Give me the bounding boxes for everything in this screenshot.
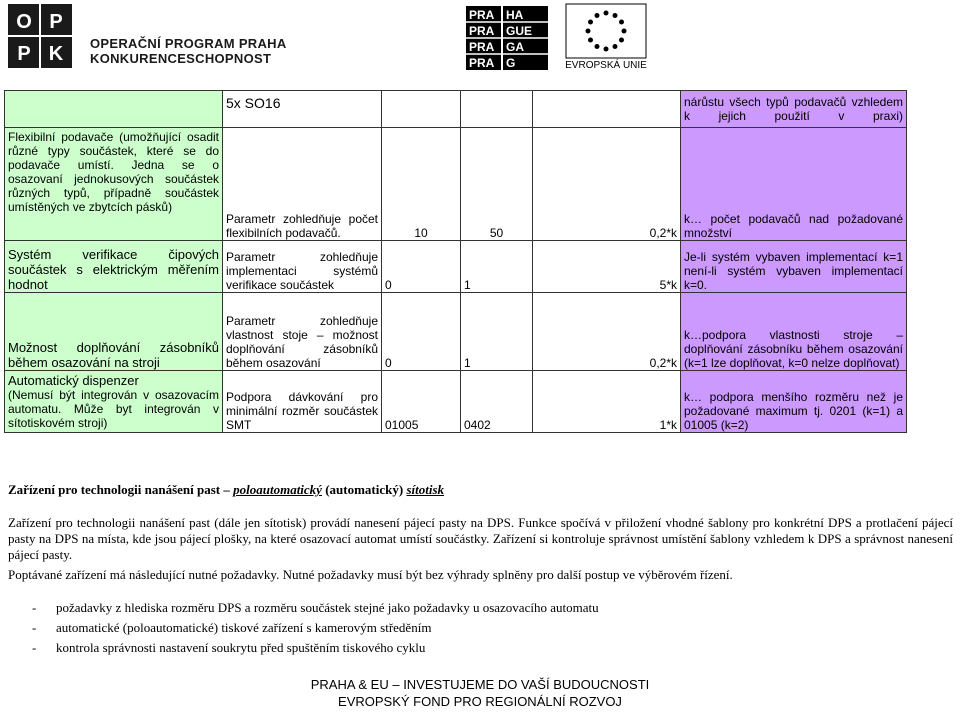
table-cell: 0402 (461, 371, 533, 433)
table-cell (533, 91, 681, 128)
praha-cell-6: GA (506, 40, 524, 54)
oppk-letter-o: O (16, 11, 32, 33)
table-cell: 01005 (382, 371, 461, 433)
praha-logo-mark (466, 6, 548, 70)
list-bullet: - (32, 640, 37, 655)
footer-line2: EVROPSKÝ FOND PRO REGIONÁLNÍ ROZVOJ (338, 694, 622, 709)
list-bullet: - (32, 620, 37, 635)
list-item (8, 620, 953, 636)
praha-logo (466, 6, 548, 70)
section-paragraph-2: Poptávané zařízení má následující nutné požadavky. Nutné požadavky musí být bez výhrady splněny pro další postup ve výběrovém řízení. (8, 567, 733, 582)
requirements-list (8, 600, 953, 656)
table-cell: 50 (461, 128, 533, 241)
table-row (5, 91, 907, 128)
footer (0, 676, 960, 710)
table-cell: Parametr zohledňuje implementaci systémů verifikace součástek (223, 241, 382, 293)
table-row (5, 241, 907, 293)
table-cell: 0 (382, 241, 461, 293)
dispenzer-note: (Nemusí být integrován v osazovacím automatu. Může byt integrován v sítotiskovém stroji) (8, 388, 219, 430)
heading-part4: sítotisk (406, 482, 445, 497)
table-cell: 5x SO16 (223, 91, 382, 128)
list-item (8, 600, 953, 616)
table-cell: k… podpora menšího rozměru než je požadované maximum tj. 0201 (k=1) a 01005 (k=2) (681, 371, 907, 433)
list-item-text: kontrola správnosti nastavení soukrytu před spuštěním tiskového cyklu (56, 640, 426, 655)
table-cell: Je-li systém vybaven implementací k=1 není-li systém vybaven implementací k=0. (681, 241, 907, 293)
oppk-logo (8, 4, 72, 68)
praha-cell-1: PRA (469, 8, 495, 22)
oppk-letter-k: K (48, 43, 64, 65)
heading-part2: poloautomatický (233, 482, 322, 497)
oppk-logo-mark (8, 4, 72, 68)
criteria-table (4, 90, 907, 433)
table-cell: 1 (461, 293, 533, 371)
table-cell: Parametr zohledňuje vlastnost stoje – možnost doplňování zásobníků během osazování (223, 293, 382, 371)
praha-cell-5: PRA (469, 40, 495, 54)
table-row (5, 128, 907, 241)
table-cell: 1*k (533, 371, 681, 433)
eu-logo (558, 2, 654, 74)
table-cell (5, 91, 223, 128)
section-heading (8, 482, 953, 498)
table-cell: Možnost doplňování zásobníků během osazování na stroji (5, 293, 223, 371)
dispenzer-title: Automatický dispenzer (8, 373, 139, 388)
heading-part3: (automatický) (321, 482, 407, 497)
table-cell (382, 91, 461, 128)
table-cell: Flexibilní podavače (umožňující osadit různé typy součástek, které se do podavače umístí. Jedna se o osazovaní jednokusových součástek různých typů, případně součástek umístěných ve zbytcích pásků) (5, 128, 223, 241)
table-cell: Parametr zohledňuje počet flexibilních podavačů. (223, 128, 382, 241)
list-item (8, 640, 953, 656)
table-cell: 0 (382, 293, 461, 371)
table-cell: k…podpora vlastnosti stroje – doplňování zásobníku během osazování (k=1 lze doplňovat, k=0 nelze doplňovat) (681, 293, 907, 371)
praha-cell-2: HA (506, 8, 524, 22)
list-item-text: automatické (poloautomatické) tiskové zařízení s kamerovým středěním (56, 620, 432, 635)
table-cell: Podpora dávkování pro minimální rozměr součástek SMT (223, 371, 382, 433)
heading-part1: Zařízení pro technologii nanášení past – (8, 482, 234, 497)
oppk-letter-p2: P (17, 43, 31, 65)
praha-cell-7: PRA (469, 56, 495, 70)
table-row (5, 293, 907, 371)
oppk-title-line1: OPERAČNÍ PROGRAM PRAHA (90, 36, 287, 51)
oppk-letter-p1: P (49, 11, 63, 33)
table-cell: nárůstu všech typů podavačů vzhledem k jejich použití v praxi) (681, 91, 907, 128)
list-item-text: požadavky z hlediska rozměru DPS a rozměru součástek stejné jako požadavky u osazovacího automatu (56, 600, 599, 615)
table-cell: 10 (382, 128, 461, 241)
oppk-title-line2: KONKURENCESCHOPNOST (90, 51, 272, 66)
table-cell: 0,2*k (533, 293, 681, 371)
praha-cell-3: PRA (469, 24, 495, 38)
eu-flag-icon (558, 2, 654, 60)
section-paragraph: Zařízení pro technologii nanášení past (dále jen sítotisk) provádí nanesení pájecí pasty na DPS. Funkce spočívá v přiložení vhodné šablony pro konkrétní DPS a protlačení pájecí pasty na DPS na místa, kde jsou pájecí plošky, na které osazovací automat umístí součástky. Zařízení si kontroluje správnost umístění šablony vzhledem k DPS a správnost nanesení pájecí pasty. (8, 515, 953, 562)
eu-label: EVROPSKÁ UNIE (565, 60, 647, 71)
table-cell: k… počet podavačů nad požadované množství (681, 128, 907, 241)
praha-cell-8: G (506, 56, 516, 70)
table-row (5, 371, 907, 433)
table-cell: Systém verifikace čipových součástek s elektrickým měřením hodnot (5, 241, 223, 293)
oppk-title (90, 36, 287, 66)
footer-line1: PRAHA & EU – INVESTUJEME DO VAŠÍ BUDOUCNOSTI (310, 677, 650, 692)
table-cell: 5*k (533, 241, 681, 293)
table-cell: 0,2*k (533, 128, 681, 241)
table-cell (461, 91, 533, 128)
table-cell (5, 371, 223, 433)
table-cell: 1 (461, 241, 533, 293)
list-bullet: - (32, 600, 37, 615)
praha-cell-4: GUE (506, 24, 533, 38)
